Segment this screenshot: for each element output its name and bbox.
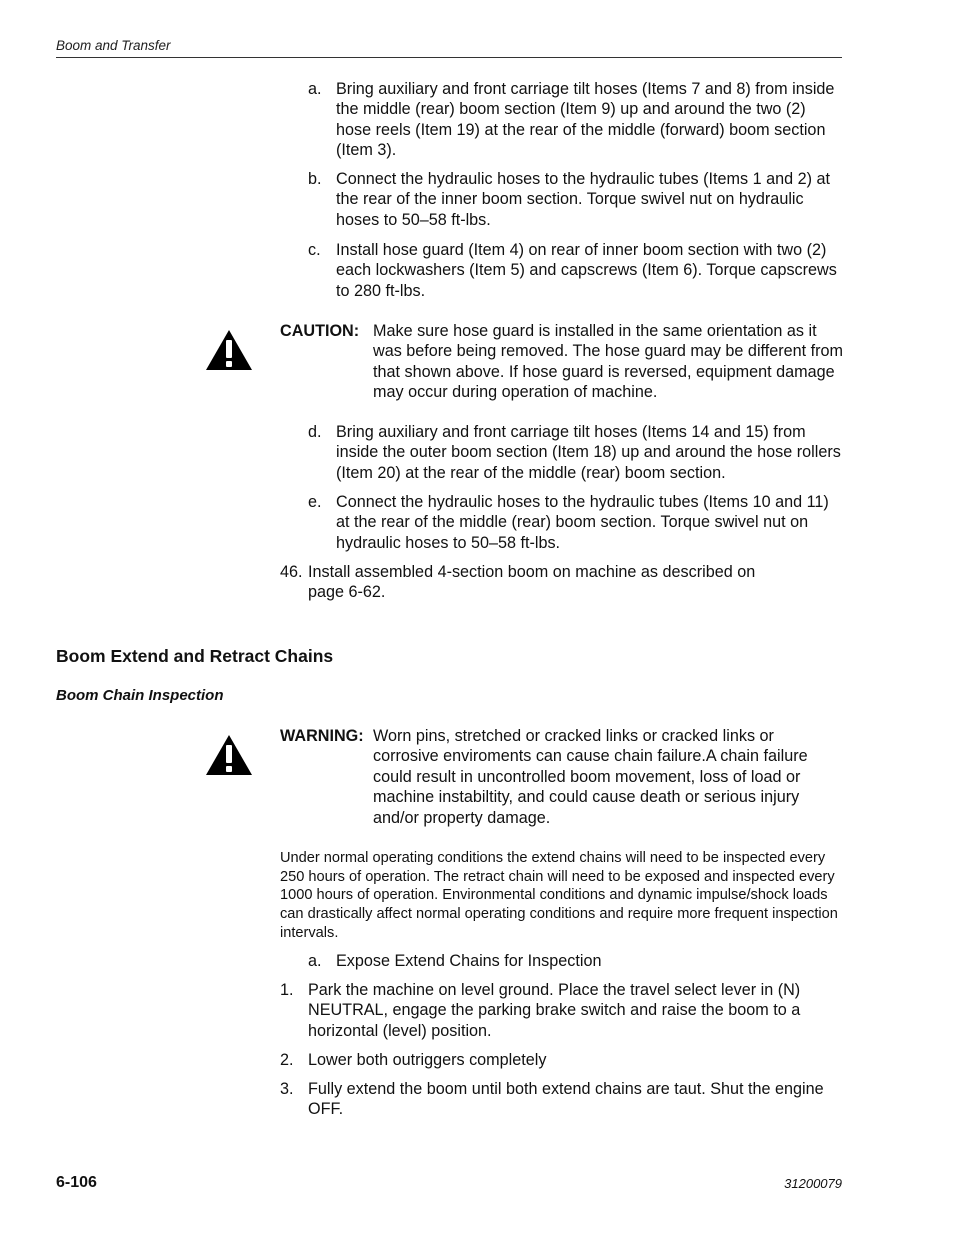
- step-text: Expose Extend Chains for Inspection: [336, 952, 602, 970]
- step-a: [308, 79, 843, 161]
- step-text: Install hose guard (Item 4) on rear of inner boom section with two (2) each lockwashers (Item 5) and capscrews (Item 6). Torque capscrews to 280 ft-lbs.: [336, 241, 837, 300]
- step-46: [280, 562, 843, 604]
- step-text: Park the machine on level ground. Place the travel select lever in (N) NEUTRAL, engage the parking brake switch and raise the boom to a horizontal (level) position.: [308, 981, 801, 1040]
- step-text: Lower both outriggers completely: [308, 1051, 547, 1069]
- caution-triangle-icon: [205, 329, 253, 371]
- warning-notice: [280, 726, 843, 830]
- page-number: 6-106: [56, 1174, 97, 1191]
- inspection-paragraph: Under normal operating conditions the extend chains will need to be inspected every 250 hours of operation. The retract chain will need to be exposed and inspected every 1000 hours of operation. Environmental conditions and dynamic impulse/shock loads can drastically affect normal operating conditions and require more frequent inspection intervals.: [280, 850, 838, 941]
- step-d: [308, 422, 843, 484]
- step-marker: 3.: [280, 1080, 294, 1098]
- step-text: Connect the hydraulic hoses to the hydraulic tubes (Items 1 and 2) at the rear of the inner boom section. Torque swivel nut on hydraulic hoses to 50–58 ft-lbs.: [336, 170, 830, 229]
- warning-triangle-icon: [205, 734, 253, 776]
- step-marker: 2.: [280, 1051, 294, 1069]
- step-expose: [308, 951, 843, 973]
- caution-text: Make sure hose guard is installed in the same orientation as it was before being removed. The hose guard may be different from that shown above. If hose guard is reversed, equipment damage may occur during operation of machine.: [373, 322, 844, 402]
- step-text: Install assembled 4-section boom on machine as described on page 6-62.: [308, 563, 756, 602]
- step-1: [280, 980, 843, 1042]
- step-3: [280, 1079, 843, 1121]
- step-b: [308, 169, 843, 231]
- document-number: 31200079: [784, 1176, 842, 1191]
- step-text: Bring auxiliary and front carriage tilt hoses (Items 14 and 15) from inside the outer boom section (Item 18) up and around the hose rollers (Item 20) at the rear of the middle (rear) boom section.: [336, 423, 841, 482]
- step-text: Bring auxiliary and front carriage tilt hoses (Items 7 and 8) from inside the middle (rear) boom section (Item 9) up and around the two (2) hose reels (Item 19) at the rear of the middle (forward) boom section (Item 3).: [336, 80, 835, 160]
- step-marker: a.: [308, 80, 322, 98]
- step-e: [308, 492, 843, 554]
- sub-heading: Boom Chain Inspection: [56, 687, 224, 704]
- step-marker: a.: [308, 952, 322, 970]
- caution-notice: [280, 321, 843, 405]
- step-2: [280, 1050, 843, 1072]
- warning-text: Worn pins, stretched or cracked links or cracked links or corrosive enviroments can cause chain failure.A chain failure could result in uncontrolled boom movement, loss of load or machine instabiltity, and could cause death or serious injury and/or property damage.: [373, 727, 808, 827]
- step-marker: e.: [308, 493, 322, 511]
- header-rule: [56, 57, 842, 58]
- step-marker: c.: [308, 241, 321, 259]
- step-c: [308, 240, 843, 302]
- section-heading: Boom Extend and Retract Chains: [56, 646, 334, 666]
- warning-label: WARNING:: [280, 727, 364, 745]
- step-text: Fully extend the boom until both extend chains are taut. Shut the engine OFF.: [308, 1080, 824, 1119]
- step-marker: b.: [308, 170, 322, 188]
- step-marker: 1.: [280, 981, 294, 999]
- running-header: Boom and Transfer: [56, 38, 171, 53]
- caution-label: CAUTION:: [280, 322, 360, 340]
- step-marker: d.: [308, 423, 322, 441]
- step-text: Connect the hydraulic hoses to the hydraulic tubes (Items 10 and 11) at the rear of the middle (rear) boom section. Torque swivel nut on hydraulic hoses to 50–58 ft-lbs.: [336, 493, 829, 552]
- step-marker: 46.: [280, 563, 303, 581]
